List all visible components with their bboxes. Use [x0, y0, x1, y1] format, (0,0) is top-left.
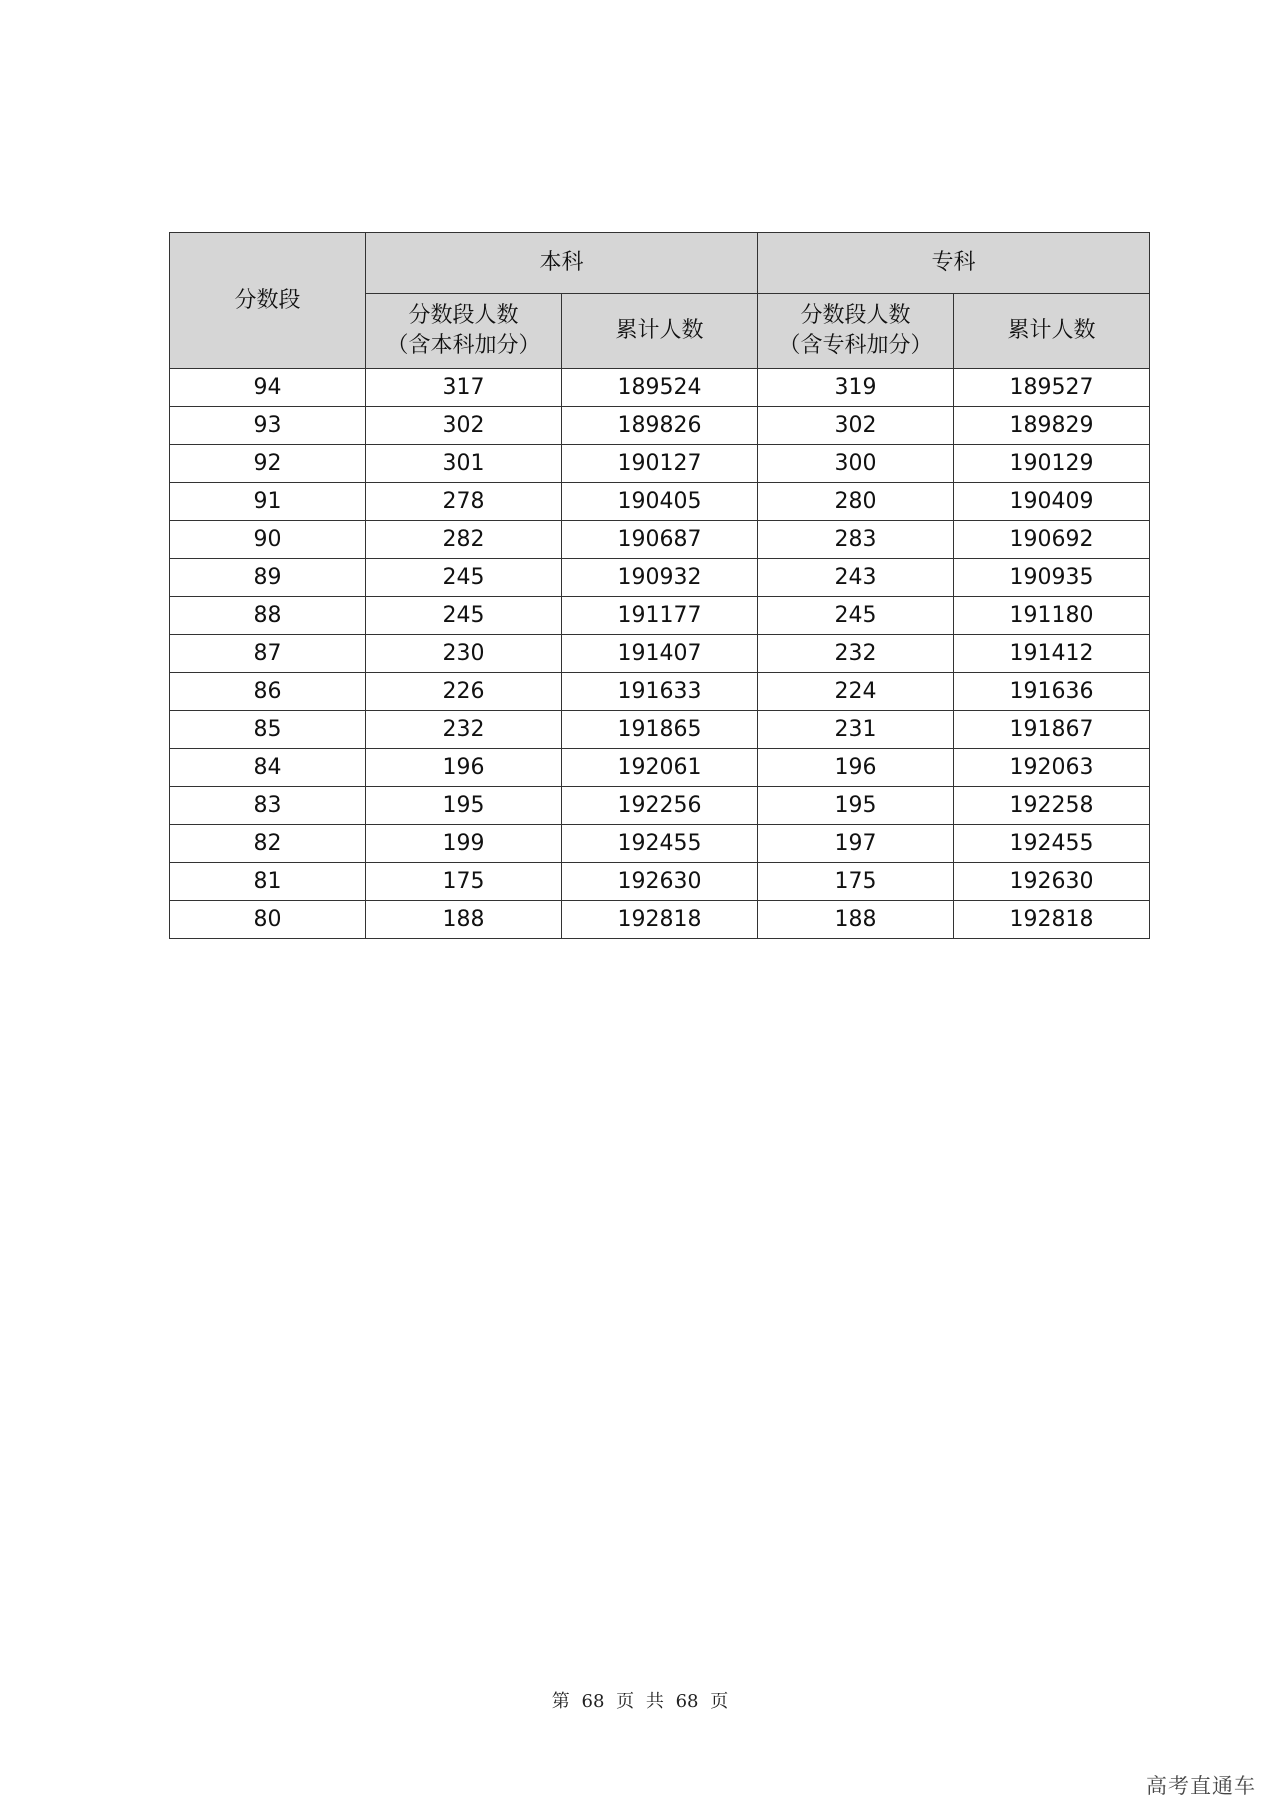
cell-undergrad-cumulative: 192061 — [562, 749, 758, 787]
score-distribution-table — [169, 232, 1150, 939]
cell-college-cumulative: 190409 — [954, 483, 1150, 521]
cell-college-count: 224 — [758, 673, 954, 711]
table-row — [170, 711, 1150, 749]
cell-undergrad-count: 195 — [366, 787, 562, 825]
cell-score: 91 — [170, 483, 366, 521]
table-row — [170, 787, 1150, 825]
cell-college-count: 243 — [758, 559, 954, 597]
cell-score: 80 — [170, 901, 366, 939]
cell-score: 83 — [170, 787, 366, 825]
table-row — [170, 483, 1150, 521]
cell-undergrad-count: 232 — [366, 711, 562, 749]
cell-undergrad-cumulative: 191633 — [562, 673, 758, 711]
cell-score: 93 — [170, 407, 366, 445]
table-row — [170, 559, 1150, 597]
header-college-count-line1: 分数段人数 — [800, 303, 911, 328]
table-row — [170, 863, 1150, 901]
cell-undergrad-cumulative: 189524 — [562, 369, 758, 407]
table-row — [170, 521, 1150, 559]
cell-score: 92 — [170, 445, 366, 483]
cell-college-cumulative: 192258 — [954, 787, 1150, 825]
cell-college-cumulative: 191180 — [954, 597, 1150, 635]
header-score-band: 分数段 — [170, 233, 366, 369]
cell-undergrad-count: 278 — [366, 483, 562, 521]
header-undergrad-count-line2: （含本科加分） — [386, 333, 541, 358]
header-college-count-line2: （含专科加分） — [778, 333, 933, 358]
cell-score: 86 — [170, 673, 366, 711]
header-undergrad-count-line1: 分数段人数 — [408, 303, 519, 328]
cell-score: 90 — [170, 521, 366, 559]
cell-undergrad-cumulative: 192630 — [562, 863, 758, 901]
cell-college-cumulative: 192818 — [954, 901, 1150, 939]
cell-college-count: 195 — [758, 787, 954, 825]
cell-undergrad-cumulative: 190127 — [562, 445, 758, 483]
cell-college-count: 175 — [758, 863, 954, 901]
cell-score: 84 — [170, 749, 366, 787]
cell-undergrad-count: 317 — [366, 369, 562, 407]
cell-score: 82 — [170, 825, 366, 863]
cell-college-cumulative: 190129 — [954, 445, 1150, 483]
cell-undergrad-count: 245 — [366, 559, 562, 597]
cell-score: 85 — [170, 711, 366, 749]
cell-college-count: 231 — [758, 711, 954, 749]
cell-college-cumulative: 191867 — [954, 711, 1150, 749]
cell-undergrad-count: 301 — [366, 445, 562, 483]
cell-college-cumulative: 191636 — [954, 673, 1150, 711]
table-row — [170, 635, 1150, 673]
cell-college-cumulative: 192455 — [954, 825, 1150, 863]
cell-college-count: 302 — [758, 407, 954, 445]
cell-undergrad-count: 230 — [366, 635, 562, 673]
cell-college-count: 280 — [758, 483, 954, 521]
table-row — [170, 901, 1150, 939]
cell-undergrad-cumulative: 191865 — [562, 711, 758, 749]
cell-undergrad-cumulative: 190932 — [562, 559, 758, 597]
cell-score: 81 — [170, 863, 366, 901]
cell-college-count: 283 — [758, 521, 954, 559]
cell-undergrad-cumulative: 189826 — [562, 407, 758, 445]
cell-college-cumulative: 192630 — [954, 863, 1150, 901]
table-row — [170, 749, 1150, 787]
cell-college-count: 196 — [758, 749, 954, 787]
header-row-top — [170, 233, 1150, 294]
cell-college-count: 232 — [758, 635, 954, 673]
cell-college-cumulative: 190692 — [954, 521, 1150, 559]
table-row — [170, 597, 1150, 635]
cell-undergrad-count: 199 — [366, 825, 562, 863]
table-row — [170, 369, 1150, 407]
table-row — [170, 673, 1150, 711]
cell-score: 94 — [170, 369, 366, 407]
cell-undergrad-count: 302 — [366, 407, 562, 445]
cell-college-cumulative: 189829 — [954, 407, 1150, 445]
cell-college-cumulative: 189527 — [954, 369, 1150, 407]
cell-score: 89 — [170, 559, 366, 597]
table-row — [170, 445, 1150, 483]
cell-undergrad-cumulative: 191407 — [562, 635, 758, 673]
cell-undergrad-count: 188 — [366, 901, 562, 939]
header-undergrad: 本科 — [366, 233, 758, 294]
header-undergrad-cumulative: 累计人数 — [562, 294, 758, 369]
cell-score: 88 — [170, 597, 366, 635]
cell-undergrad-cumulative: 191177 — [562, 597, 758, 635]
cell-score: 87 — [170, 635, 366, 673]
header-junior-college: 专科 — [758, 233, 1150, 294]
cell-undergrad-cumulative: 192818 — [562, 901, 758, 939]
cell-undergrad-cumulative: 192256 — [562, 787, 758, 825]
cell-college-cumulative: 190935 — [954, 559, 1150, 597]
cell-college-count: 188 — [758, 901, 954, 939]
table-body — [170, 369, 1150, 939]
cell-college-count: 245 — [758, 597, 954, 635]
cell-undergrad-cumulative: 190687 — [562, 521, 758, 559]
cell-undergrad-cumulative: 190405 — [562, 483, 758, 521]
cell-undergrad-cumulative: 192455 — [562, 825, 758, 863]
cell-college-count: 300 — [758, 445, 954, 483]
page-number-footer: 第 68 页 共 68 页 — [551, 1691, 729, 1712]
watermark-text: 高考直通车 — [1146, 1774, 1256, 1798]
cell-undergrad-count: 226 — [366, 673, 562, 711]
header-college-cumulative: 累计人数 — [954, 294, 1150, 369]
cell-undergrad-count: 282 — [366, 521, 562, 559]
cell-college-count: 197 — [758, 825, 954, 863]
table-row — [170, 825, 1150, 863]
cell-undergrad-count: 196 — [366, 749, 562, 787]
cell-undergrad-count: 175 — [366, 863, 562, 901]
table-row — [170, 407, 1150, 445]
cell-undergrad-count: 245 — [366, 597, 562, 635]
header-undergrad-count — [366, 294, 562, 369]
cell-college-count: 319 — [758, 369, 954, 407]
header-college-count — [758, 294, 954, 369]
cell-college-cumulative: 192063 — [954, 749, 1150, 787]
cell-college-cumulative: 191412 — [954, 635, 1150, 673]
